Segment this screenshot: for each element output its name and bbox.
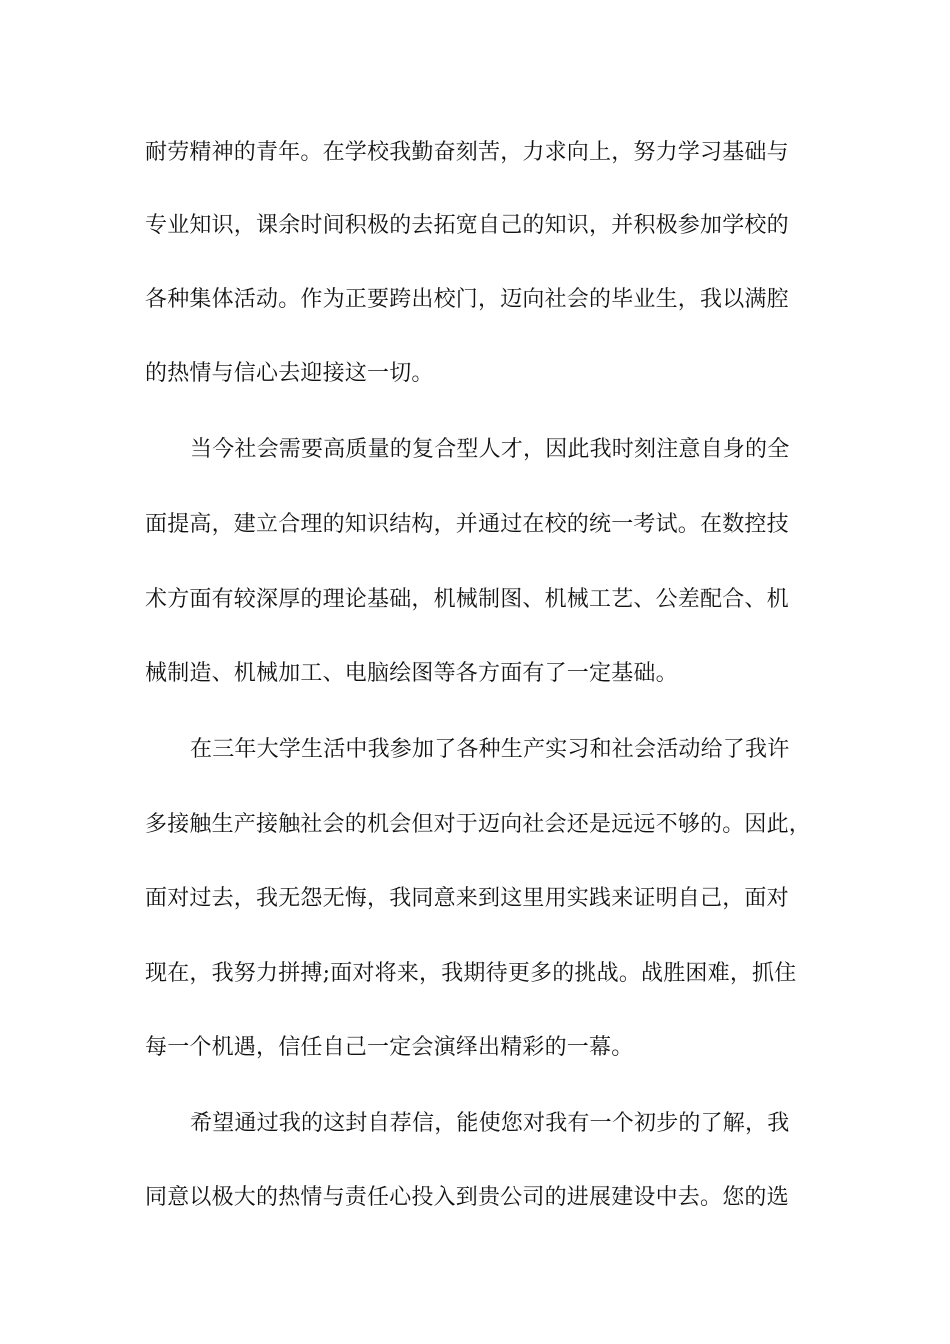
paragraph-line: 面对过去，我无怨无悔，我同意来到这里用实践来证明自己，面对 (145, 886, 789, 911)
paragraph-line: 各种集体活动。作为正要跨出校门，迈向社会的毕业生，我以满腔 (145, 287, 789, 312)
paragraph-line: 的热情与信心去迎接这一切。 (145, 361, 434, 386)
paragraph-line: 耐劳精神的青年。在学校我勤奋刻苦，力求向上，努力学习基础与 (145, 140, 789, 165)
paragraph-line: 术方面有较深厚的理论基础，机械制图、机械工艺、公差配合、机 (145, 587, 789, 612)
paragraph-line: 械制造、机械加工、电脑绘图等各方面有了一定基础。 (145, 661, 678, 686)
paragraph-line: 现在，我努力拼搏;面对将来，我期待更多的挑战。战胜困难，抓住 (145, 961, 797, 986)
paragraph-line: 同意以极大的热情与责任心投入到贵公司的进展建设中去。您的选 (145, 1185, 789, 1210)
paragraph-line: 希望通过我的这封自荐信，能使您对我有一个初步的了解，我 (190, 1111, 790, 1136)
paragraph-line: 当今社会需要高质量的复合型人才，因此我时刻注意自身的全 (190, 437, 790, 462)
paragraph-line: 专业知识，课余时间积极的去拓宽自己的知识，并积极参加学校的 (145, 213, 789, 238)
paragraph-line: 面提高，建立合理的知识结构，并通过在校的统一考试。在数控技 (145, 512, 789, 537)
paragraph-line: 每一个机遇，信任自己一定会演绎出精彩的一幕。 (145, 1035, 634, 1060)
paragraph-line: 多接触生产接触社会的机会但对于迈向社会还是远远不够的。因此， (145, 812, 812, 837)
paragraph-line: 在三年大学生活中我参加了各种生产实习和社会活动给了我许 (190, 737, 790, 762)
